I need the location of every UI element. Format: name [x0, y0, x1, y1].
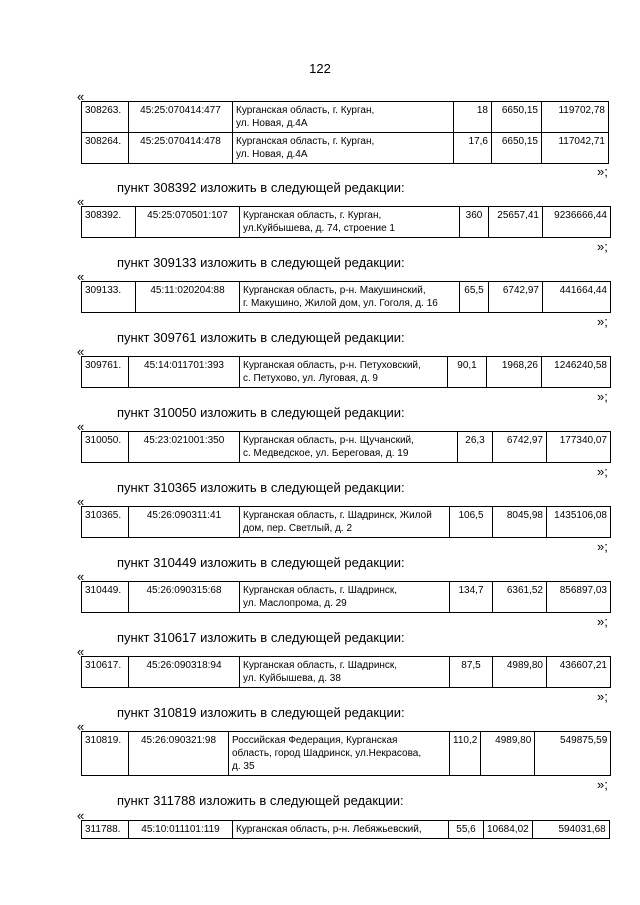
cell-value: 856897,03 [547, 582, 611, 613]
cell-address: Курганская область, г. Шадринск, Жилой дом, пер. Светлый, д. 2 [240, 507, 450, 538]
cell-area: 110,2 [450, 732, 481, 776]
table-row [82, 507, 611, 538]
cell-area: 360 [460, 207, 489, 238]
cell-cadastral: 45:26:090315:68 [129, 582, 240, 613]
close-quote: »; [597, 389, 608, 404]
property-table [81, 431, 611, 463]
cell-num: 309761. [82, 357, 129, 388]
section-heading: пункт 310617 изложить в следующей редакции: [117, 630, 405, 645]
cell-area: 55,6 [449, 821, 484, 839]
cell-area: 26,3 [458, 432, 493, 463]
cell-address: Курганская область, г. Шадринск, ул. Куйбышева, д. 38 [240, 657, 450, 688]
cell-cadastral: 45:26:090318:94 [129, 657, 240, 688]
property-table [81, 356, 611, 388]
close-quote: »; [597, 314, 608, 329]
cell-address: Курганская область, г. Шадринск, ул. Маслопрома, д. 29 [240, 582, 450, 613]
cell-price: 4989,80 [493, 657, 547, 688]
property-table [81, 820, 610, 839]
close-quote: »; [597, 239, 608, 254]
cell-price: 1968,26 [487, 357, 542, 388]
cell-area: 87,5 [450, 657, 493, 688]
table-row [82, 582, 611, 613]
cell-area: 18 [454, 102, 492, 133]
table-row [82, 657, 611, 688]
cell-cadastral: 45:25:070414:477 [129, 102, 233, 133]
cell-num: 308392. [82, 207, 136, 238]
table-row [82, 133, 609, 164]
cell-num: 310365. [82, 507, 129, 538]
close-quote: »; [597, 614, 608, 629]
cell-value: 117042,71 [542, 133, 609, 164]
open-quote: « [77, 344, 85, 359]
cell-address: Курганская область, г. Курган, ул. Новая, д.4А [233, 102, 454, 133]
cell-num: 310050. [82, 432, 129, 463]
cell-value: 441664,44 [543, 282, 611, 313]
section-heading: пункт 310050 изложить в следующей редакции: [117, 405, 405, 420]
cell-cadastral: 45:14:011701:393 [129, 357, 240, 388]
cell-num: 311788. [82, 821, 129, 839]
cell-price: 6742,97 [489, 282, 543, 313]
property-table [81, 581, 611, 613]
section-heading: пункт 309133 изложить в следующей редакции: [117, 255, 405, 270]
open-quote: « [77, 194, 85, 209]
table-row [82, 732, 611, 776]
cell-cadastral: 45:25:070414:478 [129, 133, 233, 164]
cell-num: 310617. [82, 657, 129, 688]
section-heading: пункт 310365 изложить в следующей редакции: [117, 480, 405, 495]
cell-cadastral: 45:11:020204:88 [136, 282, 240, 313]
cell-num: 308263. [82, 102, 129, 133]
cell-price: 8045,98 [493, 507, 547, 538]
table-row [82, 207, 611, 238]
open-quote: « [77, 569, 85, 584]
cell-address: Курганская область, г. Курган, ул.Куйбышева, д. 74, строение 1 [240, 207, 460, 238]
cell-area: 106,5 [450, 507, 493, 538]
cell-area: 90,1 [448, 357, 487, 388]
open-quote: « [77, 719, 85, 734]
cell-area: 134,7 [450, 582, 493, 613]
cell-cadastral: 45:25:070501:107 [136, 207, 240, 238]
cell-price: 6742,97 [493, 432, 547, 463]
close-quote: »; [597, 464, 608, 479]
table-row [82, 102, 609, 133]
property-table [81, 731, 611, 776]
open-quote: « [77, 808, 85, 823]
open-quote: « [77, 644, 85, 659]
open-quote: « [77, 419, 85, 434]
property-table [81, 101, 609, 164]
close-quote: »; [597, 539, 608, 554]
table-row [82, 357, 611, 388]
cell-value: 1246240,58 [542, 357, 611, 388]
cell-value: 119702,78 [542, 102, 609, 133]
section-heading: пункт 310449 изложить в следующей редакции: [117, 555, 405, 570]
cell-num: 310449. [82, 582, 129, 613]
open-quote: « [77, 494, 85, 509]
cell-address: Курганская область, г. Курган, ул. Новая, д.4А [233, 133, 454, 164]
cell-address: Курганская область, р-н. Макушинский, г. Макушино, Жилой дом, ул. Гоголя, д. 16 [240, 282, 460, 313]
property-table [81, 506, 611, 538]
cell-area: 65,5 [460, 282, 489, 313]
cell-value: 436607,21 [547, 657, 611, 688]
section-heading: пункт 310819 изложить в следующей редакции: [117, 705, 405, 720]
property-table [81, 206, 611, 238]
property-table [81, 656, 611, 688]
page-number: 122 [309, 61, 331, 76]
table-row [82, 821, 610, 839]
cell-value: 549875,59 [535, 732, 611, 776]
cell-address: Российская Федерация, Курганская область, город Шадринск, ул.Некрасова, д. 35 [229, 732, 450, 776]
table-row [82, 282, 611, 313]
cell-address: Курганская область, р-н. Лебяжьевский, [233, 821, 449, 839]
table-row [82, 432, 611, 463]
cell-num: 309133. [82, 282, 136, 313]
cell-price: 10684,02 [484, 821, 533, 839]
cell-value: 9236666,44 [543, 207, 611, 238]
section-heading: пункт 311788 изложить в следующей редакции: [117, 793, 404, 808]
cell-price: 6650,15 [492, 102, 542, 133]
section-heading: пункт 308392 изложить в следующей редакции: [117, 180, 405, 195]
cell-address: Курганская область, р-н. Щучанский, с. Медведское, ул. Береговая, д. 19 [240, 432, 458, 463]
close-quote: »; [597, 777, 608, 792]
cell-num: 308264. [82, 133, 129, 164]
section-heading: пункт 309761 изложить в следующей редакции: [117, 330, 405, 345]
cell-value: 177340,07 [547, 432, 611, 463]
cell-value: 1435106,08 [547, 507, 611, 538]
open-quote: « [77, 89, 85, 104]
cell-price: 4989,80 [481, 732, 535, 776]
cell-price: 25657,41 [489, 207, 543, 238]
cell-value: 594031,68 [532, 821, 609, 839]
cell-price: 6361,52 [493, 582, 547, 613]
cell-num: 310819. [82, 732, 129, 776]
close-quote: »; [597, 689, 608, 704]
cell-cadastral: 45:10:011101:119 [129, 821, 233, 839]
cell-cadastral: 45:26:090321:98 [129, 732, 229, 776]
cell-cadastral: 45:26:090311:41 [129, 507, 240, 538]
cell-price: 6650,15 [492, 133, 542, 164]
close-quote: »; [597, 164, 608, 179]
cell-area: 17,6 [454, 133, 492, 164]
open-quote: « [77, 269, 85, 284]
cell-cadastral: 45:23:021001:350 [129, 432, 240, 463]
property-table [81, 281, 611, 313]
cell-address: Курганская область, р-н. Петуховский, с. Петухово, ул. Луговая, д. 9 [240, 357, 448, 388]
